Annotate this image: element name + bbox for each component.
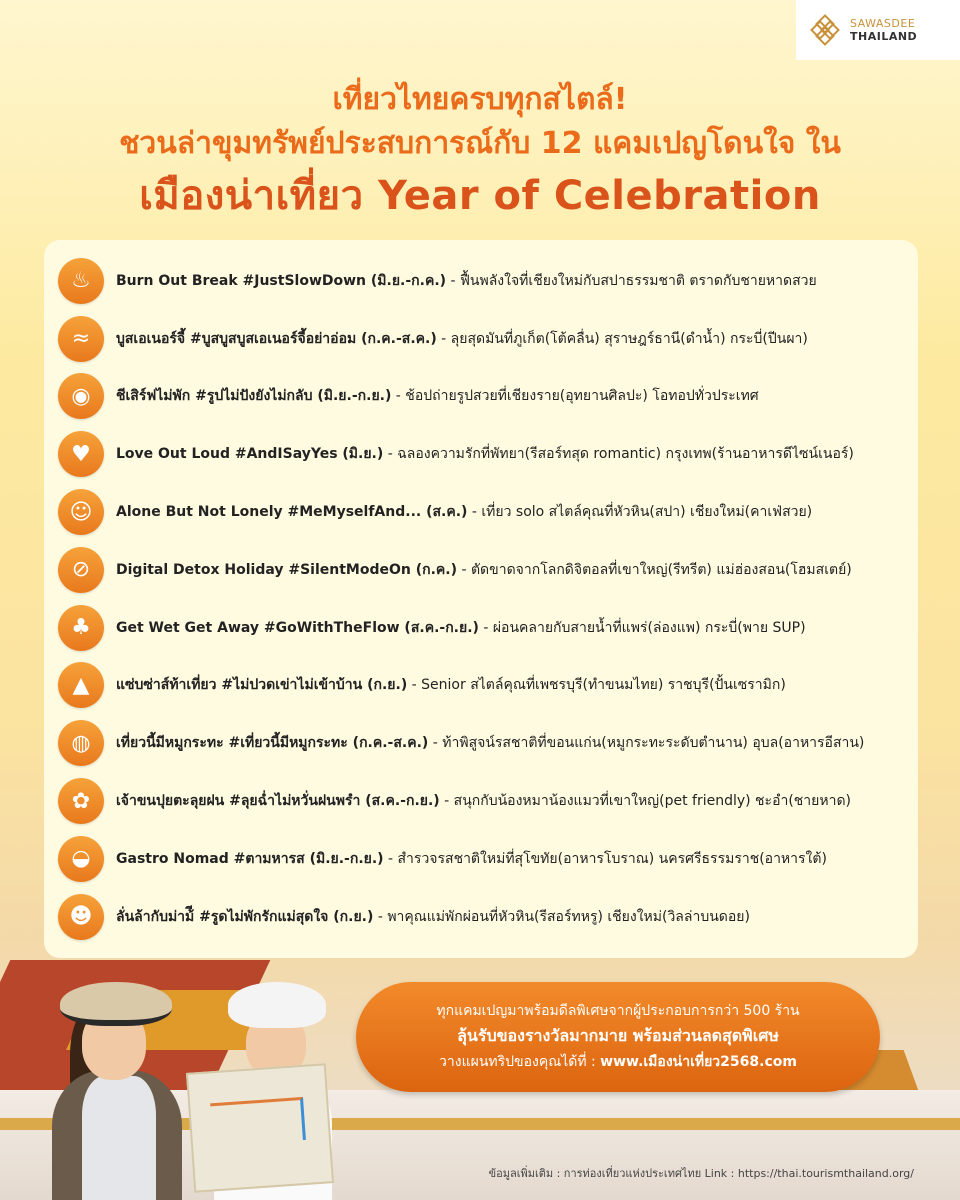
traveler-2-hat [228, 982, 326, 1028]
camera-icon: ◉ [58, 373, 104, 419]
campaign-detail: - ผ่อนคลายกับสายน้ำที่แพร่(ล่องแพ) กระบี่(พาย SUP) [478, 619, 806, 636]
campaign-title: Digital Detox Holiday #SilentModeOn (ก.ค.) [116, 561, 458, 578]
campaign-item [58, 830, 918, 888]
campaign-item [58, 541, 918, 599]
traveler-1-shirt [82, 1076, 156, 1200]
logo-text-line1: SAWASDEE [850, 17, 916, 30]
campaign-detail: - เที่ยว solo สไตล์คุณที่หัวหิน(สปา) เชียงใหม่(คาเฟ่สวย) [467, 504, 813, 521]
river-tree-icon: ♣ [58, 605, 104, 651]
campaign-text [116, 617, 806, 639]
logo-text-line2: THAILAND [850, 30, 918, 43]
logo-diamond-icon [810, 14, 842, 46]
campaign-title: บูสเอเนอร์จี้ #บูสบูสบูสเอเนอร์จี้อย่าอ่อม (ก.ค.-ส.ค.) [116, 330, 437, 347]
campaign-item [58, 483, 918, 541]
campaign-text [116, 385, 759, 407]
campaign-item [58, 772, 918, 830]
pottery-icon: ▲ [58, 662, 104, 708]
campaign-title: เจ้าขนปุยตะลุยฝน #ลุยฉ่ำไม่หวั่นฝนพรำ (ส.ค.-ก.ย.) [116, 793, 440, 810]
campaign-detail: - ท้าพิสูจน์รสชาติที่ขอนแก่น(หมูกระทะระดับตำนาน) อุบล(อาหารอีสาน) [428, 735, 865, 752]
campaign-detail: - Senior สไตล์คุณที่เพชรบุรี(ทำขนมไทย) ราชบุรี(ปั้นเซรามิก) [407, 677, 786, 694]
campaign-item [58, 310, 918, 368]
campaign-detail: - ฉลองความรักที่พัทยา(รีสอร์ทสุด romantic) กรุงเทพ(ร้านอาหารดีไซน์เนอร์) [383, 446, 854, 463]
campaign-detail: - ลุยสุดมันที่ภูเก็ต(โต้คลื่น) สุราษฎร์ธานี(ดำน้ำ) กระบี่(ปีนผา) [436, 330, 808, 347]
promo-line3 [439, 1049, 797, 1075]
campaign-text [116, 790, 851, 812]
traveler-1-hat [60, 982, 172, 1026]
headline [0, 78, 960, 226]
no-phone-icon: ⊘ [58, 547, 104, 593]
campaign-text [116, 674, 786, 696]
heart-dinner-icon: ♥ [58, 431, 104, 477]
campaign-title: Get Wet Get Away #GoWithTheFlow (ส.ค.-ก.ย.) [116, 619, 479, 636]
campaign-item [58, 714, 918, 772]
food-bowl-icon: ◒ [58, 836, 104, 882]
campaign-detail: - ตัดขาดจากโลกดิจิตอลที่เขาใหญ่(รีทรีต) แม่ฮ่องสอน(โฮมสเตย์) [457, 561, 852, 578]
campaign-title: เที่ยวนี้มีหมูกระทะ #เที่ยวนี้มีหมูกระทะ (ก.ค.-ส.ค.) [116, 735, 429, 752]
pet-icon: ✿ [58, 778, 104, 824]
campaign-item [58, 657, 918, 715]
campaign-detail: - พาคุณแม่พักผ่อนที่หัวหิน(รีสอร์ทหรู) เชียงใหม่(วิลล่าบนดอย) [373, 908, 750, 925]
campaign-text [116, 906, 750, 928]
campaign-item [58, 888, 918, 946]
campaign-text [116, 328, 808, 350]
source-footer: ข้อมูลเพิ่มเติม : การท่องเที่ยวแห่งประเทศไทย Link : https://thai.tourismthailand.org/ [488, 1167, 914, 1180]
campaign-title: Alone But Not Lonely #MeMyselfAnd... (ส.ค.) [116, 504, 468, 521]
campaign-item [58, 368, 918, 426]
campaign-detail: - ฟื้นพลังใจที่เชียงใหม่กับสปาธรรมชาติ ตราดกับชายหาดสวย [446, 272, 817, 289]
solo-traveler-icon: ☺ [58, 489, 104, 535]
campaign-text [116, 501, 812, 523]
promo-line1: ทุกแคมเปญมาพร้อมดีลพิเศษจากผู้ประกอบการกว่า 500 ร้าน [436, 1003, 800, 1019]
wave-icon: ≈ [58, 316, 104, 362]
campaign-title: Gastro Nomad #ตามหารส (มิ.ย.-ก.ย.) [116, 850, 384, 867]
campaign-detail: - สำรวจรสชาติใหม่ที่สุโขทัย(อาหารโบราณ) นครศรีธรรมราช(อาหารใต้) [383, 850, 827, 867]
headline-line2: ชวนล่าขุมทรัพย์ประสบการณ์กับ 12 แคมเปญโดนใจ ใน [119, 126, 841, 161]
bbq-pan-icon: ◍ [58, 720, 104, 766]
promo-line2: ลุ้นรับของรางวัลมากมาย พร้อมส่วนลดสุดพิเศษ [457, 1026, 779, 1045]
headline-line1: เที่ยวไทยครบทุกสไตล์! [332, 82, 628, 117]
campaign-item [58, 425, 918, 483]
campaign-title: Love Out Loud #AndISayYes (มิ.ย.) [116, 446, 384, 463]
mother-child-icon: ☻ [58, 894, 104, 940]
campaign-detail: - ช้อปถ่ายรูปสวยที่เชียงราย(อุทยานศิลปะ) โอทอปทั่วประเทศ [391, 388, 759, 405]
campaign-text [116, 732, 864, 754]
campaign-title: Burn Out Break #JustSlowDown (มิ.ย.-ก.ค.) [116, 272, 447, 289]
headline-line3: เมืองน่าเที่ยว Year of Celebration [139, 173, 821, 219]
campaign-title: ชีเสิร์ฟไม่พัก #รูปไม่ปังยังไม่กลับ (มิ.ย.-ก.ย.) [116, 388, 392, 405]
campaign-text [116, 270, 817, 292]
promo-line3-prefix: วางแผนทริปของคุณได้ที่ : [439, 1054, 601, 1070]
campaign-item [58, 252, 918, 310]
campaign-title: แซ่บซ่าส์ท้าเที่ยว #ไม่ปวดเข่าไม่เข้าบ้าน (ก.ย.) [116, 677, 408, 694]
campaign-title: ลั่นล้ากับม่าม้ี #รูดไม่พักรักแม่สุดใจ (ก.ย.) [116, 908, 374, 925]
campaign-text [116, 443, 854, 465]
campaign-list [44, 240, 918, 958]
promo-banner [356, 982, 880, 1092]
bath-icon: ♨ [58, 258, 104, 304]
paper-map [186, 1063, 334, 1192]
campaign-item [58, 599, 918, 657]
website-link[interactable]: www.เมืองน่าเที่ยว2568.com [600, 1054, 797, 1070]
campaign-detail: - สนุกกับน้องหมาน้องแมวที่เขาใหญ่(pet friendly) ชะอำ(ชายหาด) [439, 793, 852, 810]
sawasdee-thailand-logo [796, 0, 960, 60]
campaign-text [116, 848, 827, 870]
campaign-text [116, 559, 852, 581]
